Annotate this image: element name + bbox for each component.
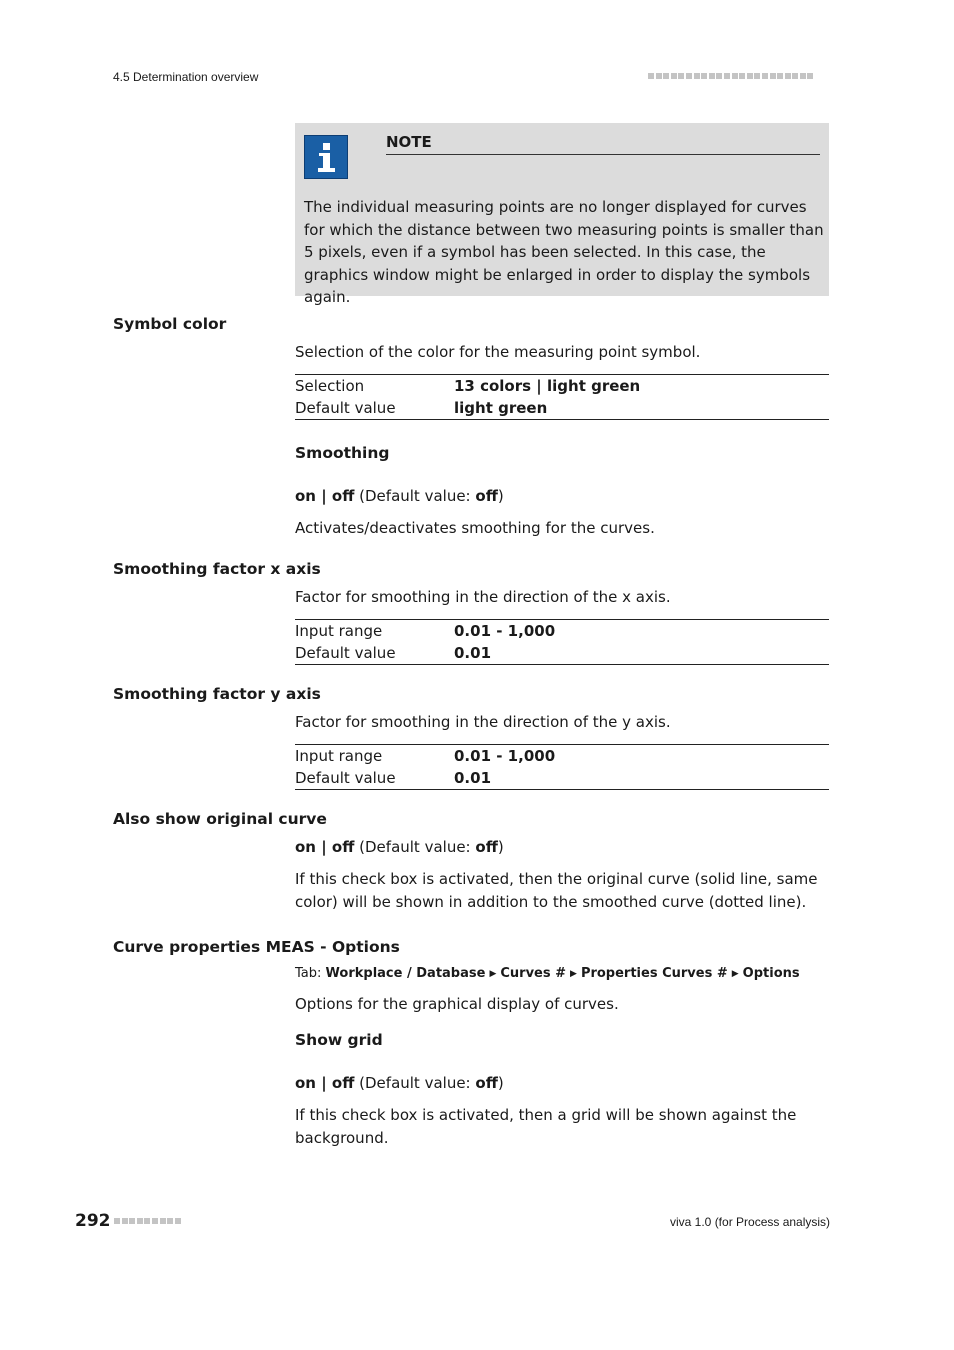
symbol-color-desc: Selection of the color for the measuring point symbol. [295, 343, 701, 361]
table-value: 0.01 [454, 644, 492, 662]
smoothing-heading: Smoothing [295, 444, 390, 462]
note-text: The individual measuring points are no longer displayed for curves for which the distance between two measuring points is smaller than 5 pixels, even if a symbol has been selected. In this case, the graphics window might be enlarged in order to display the symbols again. [304, 198, 824, 306]
table-key: Input range [295, 622, 383, 640]
show-grid-heading: Show grid [295, 1031, 383, 1049]
triangle-right-icon: ▶ [489, 969, 497, 979]
smoothing-y-desc: Factor for smoothing in the direction of the y axis. [295, 713, 671, 731]
table-value: 0.01 - 1,000 [454, 747, 556, 765]
show-grid-desc: If this check box is activated, then a grid will be shown against the background. [295, 1106, 797, 1147]
table-key: Input range [295, 747, 383, 765]
note-box [295, 123, 829, 306]
table-value: light green [454, 399, 548, 417]
curve-options-desc: Options for the graphical display of curves. [295, 995, 619, 1013]
page-number: 292 [75, 1211, 111, 1231]
smoothing-x-heading: Smoothing factor x axis [113, 560, 321, 578]
header-decoration-squares [648, 73, 813, 79]
curve-options-heading: Curve properties MEAS - Options [113, 938, 400, 956]
tab-path-breadcrumb: Tab: Workplace / Database ▶ Curves # ▶ Properties Curves # ▶ Options [295, 966, 800, 981]
table-value: 0.01 - 1,000 [454, 622, 556, 640]
table-key: Default value [295, 644, 396, 662]
note-title: NOTE [386, 133, 820, 155]
table-key: Default value [295, 769, 396, 787]
info-icon [304, 135, 348, 179]
original-curve-heading: Also show original curve [113, 810, 327, 828]
smoothing-y-heading: Smoothing factor y axis [113, 685, 321, 703]
table-key: Default value [295, 399, 396, 417]
triangle-right-icon: ▶ [731, 969, 739, 979]
smoothing-options: on | off (Default value: off) [295, 487, 504, 505]
table-value: 13 colors | light green [454, 377, 641, 395]
smoothing-x-table [295, 619, 829, 665]
smoothing-x-desc: Factor for smoothing in the direction of the x axis. [295, 588, 671, 606]
show-grid-options: on | off (Default value: off) [295, 1074, 504, 1092]
symbol-color-heading: Symbol color [113, 315, 227, 333]
symbol-color-table [295, 374, 829, 420]
smoothing-y-table [295, 744, 829, 790]
table-value: 0.01 [454, 769, 492, 787]
footer-product: viva 1.0 (for Process analysis) [670, 1215, 831, 1229]
footer-decoration-squares [114, 1218, 181, 1224]
triangle-right-icon: ▶ [570, 969, 577, 979]
original-curve-options: on | off (Default value: off) [295, 838, 504, 856]
smoothing-desc: Activates/deactivates smoothing for the curves. [295, 519, 655, 537]
running-header-section: 4.5 Determination overview [113, 70, 259, 84]
table-key: Selection [295, 377, 365, 395]
original-curve-desc: If this check box is activated, then the original curve (solid line, same color) will be shown in addition to the smoothed curve (dotted line). [295, 870, 818, 911]
